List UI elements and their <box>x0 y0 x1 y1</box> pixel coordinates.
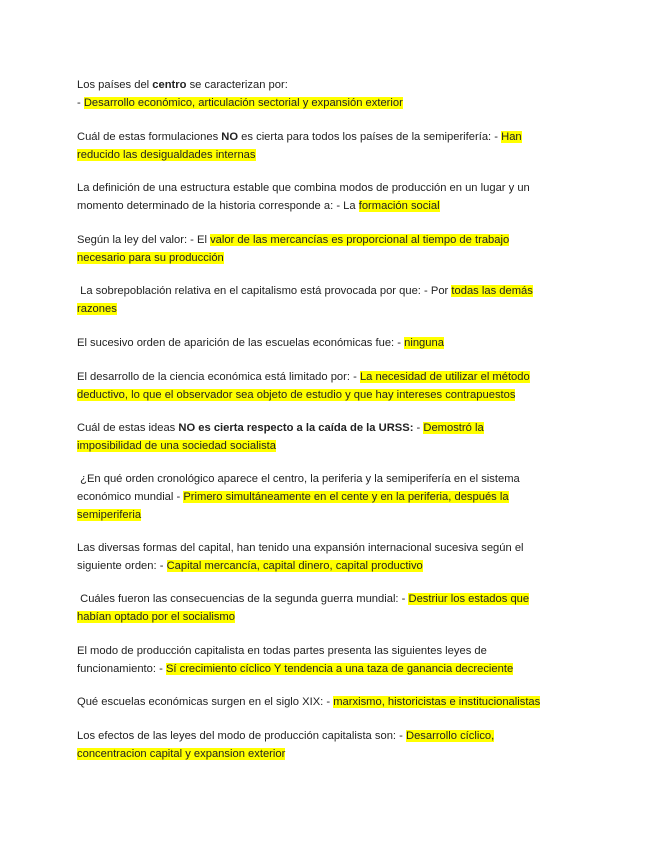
answer-line <box>77 146 522 164</box>
question-part: Qué escuelas económicas surgen en el siglo XIX: - <box>77 696 334 708</box>
question-text: El modo de producción capitalista en todas partes presenta las siguientes leyes de <box>77 645 487 657</box>
highlighted-answer: semiperiferia <box>77 509 142 521</box>
question-text <box>77 368 530 386</box>
qa-item-11 <box>77 590 529 626</box>
qa-item-1 <box>77 76 403 112</box>
highlighted-answer: razones <box>77 303 117 315</box>
highlighted-answer: Capital mercancía, capital dinero, capital productivo <box>166 560 423 572</box>
question-part: funcionamiento: - <box>77 663 166 675</box>
highlighted-answer: ninguna <box>404 337 444 349</box>
highlighted-answer: Han <box>501 131 522 143</box>
highlighted-answer: Desarrollo cíclico, <box>405 730 495 742</box>
question-part: momento determinado de la historia corresponde a: - La <box>77 200 359 212</box>
answer-prefix: - <box>77 97 84 109</box>
highlighted-answer: habían optado por el socialismo <box>77 611 235 623</box>
highlighted-answer: deductivo, lo que el observador sea objeto de estudio y que hay intereses contrapuestos <box>77 389 516 401</box>
answer-line <box>77 249 509 267</box>
qa-item-4 <box>77 231 509 267</box>
question-text <box>77 590 529 608</box>
question-part: se caracterizan por: <box>186 79 288 91</box>
question-bold: centro <box>152 79 187 91</box>
highlighted-answer: concentracion capital y expansion exterior <box>77 748 286 760</box>
answer-line <box>77 506 520 524</box>
answer-line <box>77 608 529 626</box>
question-text <box>77 419 484 437</box>
highlighted-answer: necesario para su producción <box>77 252 224 264</box>
qa-item-2 <box>77 128 522 164</box>
qa-item-9 <box>77 470 520 524</box>
highlighted-answer: Demostró la <box>423 422 484 434</box>
qa-item-3 <box>77 179 530 215</box>
qa-item-8 <box>77 419 484 455</box>
highlighted-answer: imposibilidad de una sociedad socialista <box>77 440 277 452</box>
highlighted-answer: Desarrollo económico, articulación sectorial y expansión exterior <box>83 97 403 109</box>
qa-item-13 <box>77 693 540 711</box>
qa-item-10 <box>77 539 524 575</box>
question-part: es cierta para todos los países de la semiperifería: - <box>238 131 502 143</box>
highlighted-answer: Primero simultáneamente en el cente y en la periferia, después la <box>183 491 509 503</box>
question-part: Cuál de estas formulaciones <box>77 131 222 143</box>
question-part: Los efectos de las leyes del modo de producción capitalista son: - <box>77 730 406 742</box>
question-bold: NO es cierta respecto a la caída de la URSS: <box>178 422 414 434</box>
question-text <box>77 231 509 249</box>
question-text <box>77 76 403 94</box>
question-part: La sobrepoblación relativa en el capitalismo está provocada por que: - Por <box>77 285 452 297</box>
qa-item-6 <box>77 334 444 352</box>
answer-line <box>77 94 403 112</box>
question-bold: NO <box>221 131 239 143</box>
answer-line <box>77 386 530 404</box>
highlighted-answer: La necesidad de utilizar el método <box>359 371 530 383</box>
question-text: ¿En qué orden cronológico aparece el centro, la periferia y la semiperifería en el sistema <box>77 473 520 485</box>
question-part: económico mundial - <box>77 491 184 503</box>
answer-line <box>77 437 484 455</box>
question-part: El sucesivo orden de aparición de las escuelas económicas fue: - <box>77 337 405 349</box>
question-text <box>77 660 513 678</box>
question-text <box>77 727 494 745</box>
highlighted-answer: todas las demás <box>451 285 533 297</box>
question-text <box>77 128 522 146</box>
question-text <box>77 282 533 300</box>
highlighted-answer: marxismo, historicistas e institucionalistas <box>333 696 541 708</box>
question-text: Las diversas formas del capital, han tenido una expansión internacional sucesiva según el <box>77 542 524 554</box>
question-text <box>77 557 524 575</box>
question-part: Cuál de estas ideas <box>77 422 179 434</box>
answer-line <box>77 745 494 763</box>
question-text <box>77 334 444 352</box>
highlighted-answer: formación social <box>358 200 440 212</box>
highlighted-answer: valor de las mercancías es proporcional al tiempo de trabajo <box>210 234 510 246</box>
highlighted-answer: Destriur los estados que <box>408 593 530 605</box>
question-text: La definición de una estructura estable que combina modos de producción en un lugar y un <box>77 182 530 194</box>
question-part: siguiente orden: - <box>77 560 167 572</box>
question-part: Según la ley del valor: - El <box>77 234 211 246</box>
qa-item-14 <box>77 727 494 763</box>
qa-item-5 <box>77 282 533 318</box>
highlighted-answer: reducido las desigualdades internas <box>77 149 256 161</box>
question-text <box>77 488 520 506</box>
question-part: El desarrollo de la ciencia económica está limitado por: - <box>77 371 360 383</box>
question-part: Los países del <box>77 79 153 91</box>
question-text <box>77 693 540 711</box>
qa-item-12 <box>77 642 513 678</box>
answer-line <box>77 300 533 318</box>
question-part: - <box>413 422 424 434</box>
question-part: Cuáles fueron las consecuencias de la segunda guerra mundial: - <box>77 593 409 605</box>
qa-item-7 <box>77 368 530 404</box>
highlighted-answer: Sí crecimiento cíclico Y tendencia a una taza de ganancia decreciente <box>165 663 514 675</box>
question-text <box>77 197 530 215</box>
